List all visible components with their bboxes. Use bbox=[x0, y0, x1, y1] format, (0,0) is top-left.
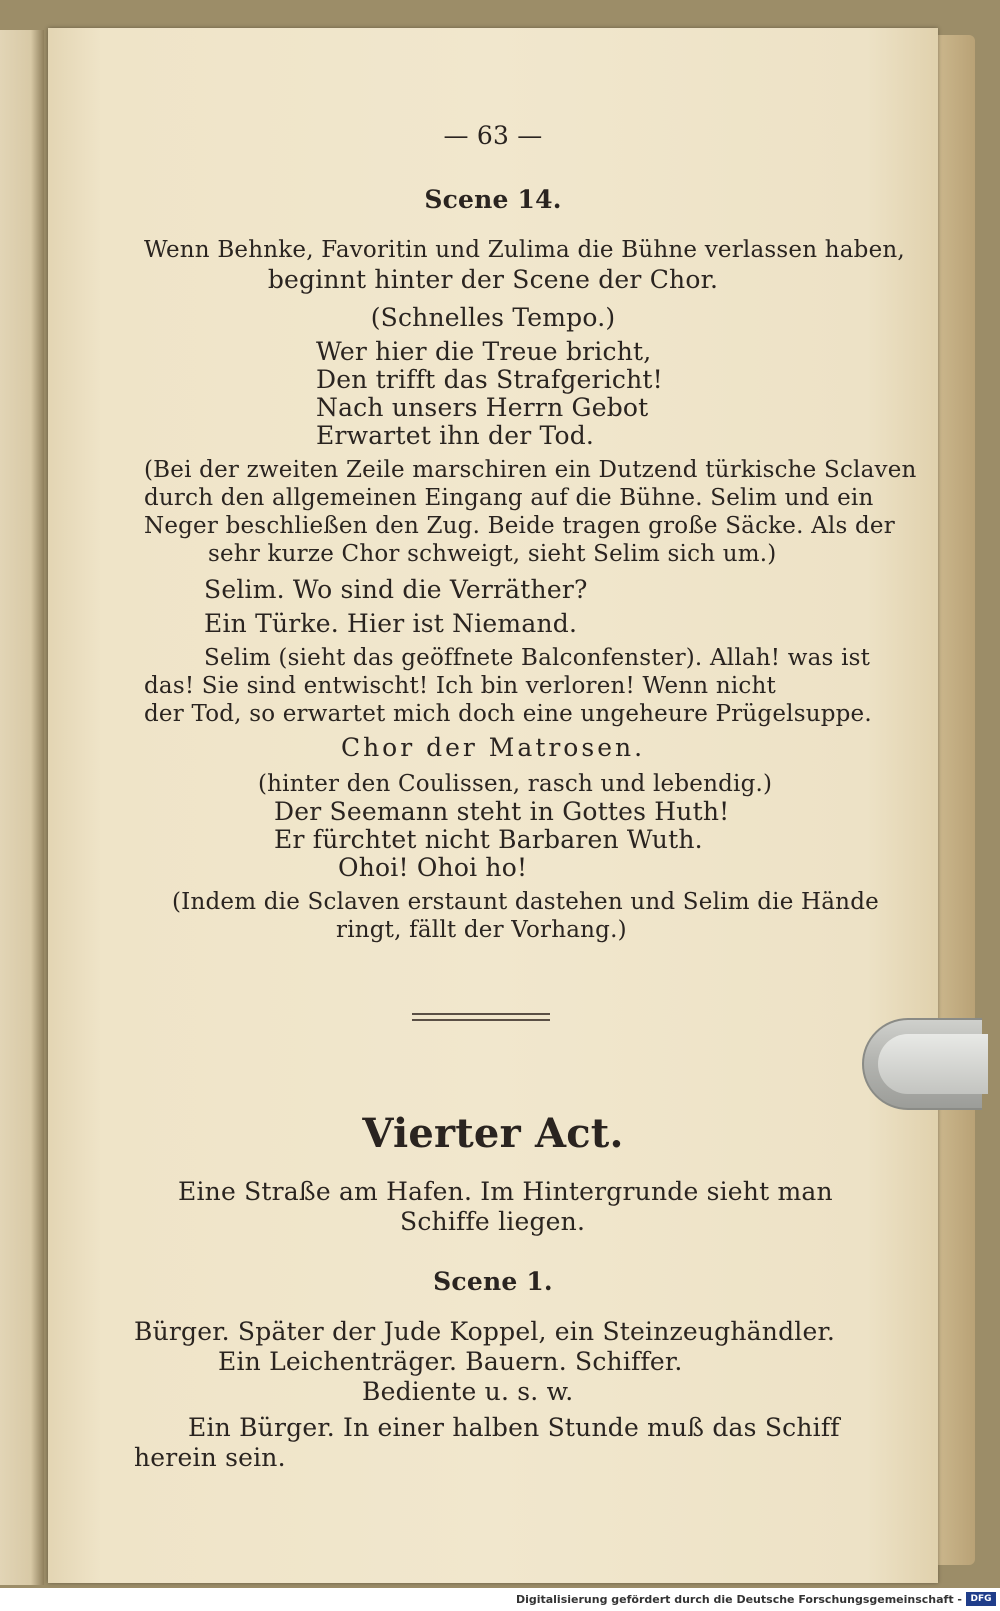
dialogue-line: Selim (sieht das geöffnete Balconfenster). Allah! was ist bbox=[204, 645, 871, 671]
tempo-marking: (Schnelles Tempo.) bbox=[370, 303, 616, 332]
verse-line: Erwartet ihn der Tod. bbox=[316, 421, 595, 450]
verse-line: Den trifft das Strafgericht! bbox=[316, 365, 663, 394]
dialogue-line: herein sein. bbox=[134, 1443, 286, 1472]
dfg-logo: DFG bbox=[966, 1592, 996, 1606]
verse-line: Er fürchtet nicht Barbaren Wuth. bbox=[274, 825, 703, 854]
dialogue-line: Ein Bürger. In einer halben Stunde muß das Schiff bbox=[188, 1413, 840, 1442]
cast-line: Bediente u. s. w. bbox=[362, 1377, 574, 1406]
dialogue-line: der Tod, so erwartet mich doch eine ungeheure Prügelsuppe. bbox=[144, 701, 872, 727]
page-clip bbox=[862, 1018, 982, 1110]
section-divider bbox=[412, 1013, 550, 1021]
book-page bbox=[48, 28, 938, 1583]
verse-line: Ohoi! Ohoi ho! bbox=[338, 853, 528, 882]
speaker-heading: Chor der Matrosen. bbox=[340, 733, 646, 762]
stage-direction-line: durch den allgemeinen Eingang auf die Bühne. Selim und ein bbox=[144, 485, 874, 511]
stage-direction-line: (Indem die Sclaven erstaunt dastehen und Selim die Hände bbox=[172, 889, 879, 915]
setting-line: Schiffe liegen. bbox=[400, 1207, 586, 1236]
cast-line: Ein Leichenträger. Bauern. Schiffer. bbox=[218, 1347, 683, 1376]
page-number: — 63 — bbox=[443, 121, 543, 150]
verse-line: Wer hier die Treue bricht, bbox=[316, 337, 652, 366]
stage-direction-line: ringt, fällt der Vorhang.) bbox=[336, 917, 627, 943]
funding-credit: Digitalisierung gefördert durch die Deutsche Forschungsgemeinschaft - bbox=[515, 1593, 962, 1606]
verse-line: Der Seemann steht in Gottes Huth! bbox=[274, 797, 730, 826]
stage-direction-line: Neger beschließen den Zug. Beide tragen große Säcke. Als der bbox=[144, 513, 895, 539]
scene-heading: Scene 14. bbox=[424, 185, 562, 214]
stage-direction-line: Wenn Behnke, Favoritin und Zulima die Bühne verlassen haben, bbox=[144, 237, 905, 263]
dialogue-line: Selim. Wo sind die Verräther? bbox=[204, 575, 588, 604]
verse-line: Nach unsers Herrn Gebot bbox=[316, 393, 649, 422]
dialogue-line: Ein Türke. Hier ist Niemand. bbox=[204, 609, 578, 638]
stage-direction-line: sehr kurze Chor schweigt, sieht Selim sich um.) bbox=[208, 541, 777, 567]
dialogue-line: das! Sie sind entwischt! Ich bin verloren! Wenn nicht bbox=[144, 673, 776, 699]
setting-line: Eine Straße am Hafen. Im Hintergrunde sieht man bbox=[178, 1177, 833, 1206]
stage-direction-line: beginnt hinter der Scene der Chor. bbox=[267, 265, 719, 294]
page-clip-highlight bbox=[878, 1034, 988, 1094]
cast-line: Bürger. Später der Jude Koppel, ein Steinzeughändler. bbox=[134, 1317, 836, 1346]
facing-page-edge bbox=[0, 30, 44, 1585]
stage-direction-line: (hinter den Coulissen, rasch und lebendig.) bbox=[258, 771, 773, 797]
stage-direction-line: (Bei der zweiten Zeile marschiren ein Dutzend türkische Sclaven bbox=[144, 457, 917, 483]
act-heading: Vierter Act. bbox=[362, 1110, 624, 1157]
scene-heading: Scene 1. bbox=[433, 1267, 553, 1296]
